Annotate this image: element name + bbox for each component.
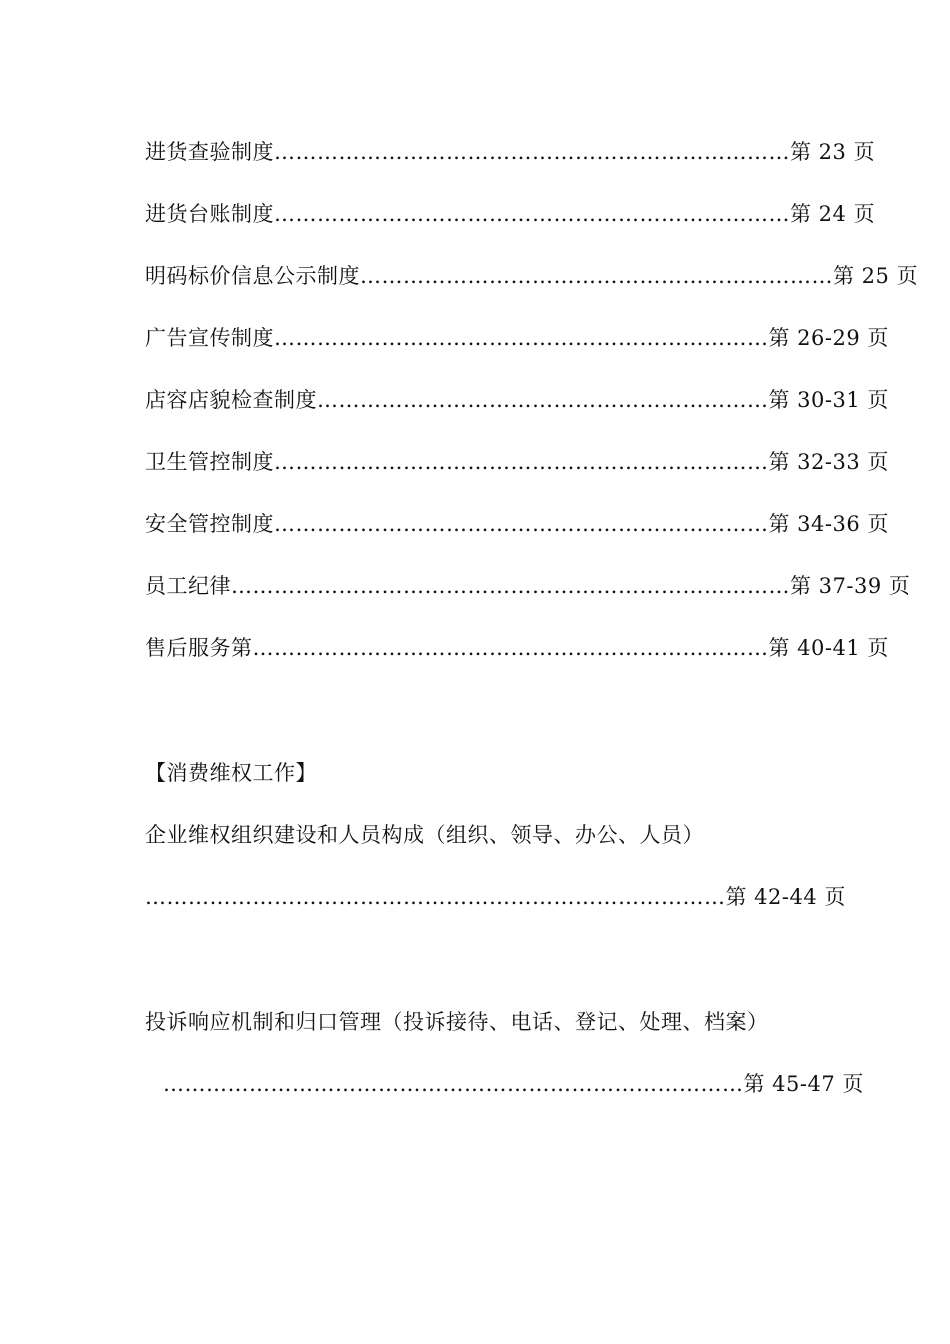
toc-entry-page: 第 24 页	[790, 202, 876, 226]
section-heading: 【消费维权工作】	[145, 761, 317, 785]
toc-entry-page: 第 40-41 页	[768, 636, 889, 660]
toc-entry-title: 广告宣传制度	[145, 326, 274, 350]
section-item-leader: ………………………………………………………………………第 45-47 页	[163, 1072, 864, 1096]
toc-entry-page: 第 32-33 页	[768, 450, 889, 474]
toc-entry-page: 第 26-29 页	[768, 326, 889, 350]
section-item-leader: ………………………………………………………………………第 42-44 页	[145, 885, 846, 909]
toc-entry-page: 第 34-36 页	[768, 512, 889, 536]
toc-entry-dots: …………………………………………………………	[360, 264, 833, 288]
toc-entry-page: 第 25 页	[833, 264, 919, 288]
toc-entry-title: 明码标价信息公示制度	[145, 264, 360, 288]
toc-entry-title: 进货查验制度	[145, 140, 274, 164]
toc-entry-title: 安全管控制度	[145, 512, 274, 536]
toc-entry	[145, 634, 889, 662]
toc-entry	[145, 262, 918, 290]
toc-entry-dots: ………………………………………………………	[317, 388, 769, 412]
toc-entry-dots: ……………………………………………………………	[274, 450, 769, 474]
toc-entry	[145, 200, 875, 228]
toc-entry-page: 第 30-31 页	[768, 388, 889, 412]
toc-entry-title: 进货台账制度	[145, 202, 274, 226]
toc-entry-title: 员工纪律	[145, 574, 231, 598]
toc-entry-page: 第 23 页	[790, 140, 876, 164]
toc-entry-dots: ……………………………………………………………	[274, 326, 769, 350]
section-item-title: 投诉响应机制和归口管理（投诉接待、电话、登记、处理、档案）	[145, 1010, 769, 1034]
toc-entry-dots: ………………………………………………………………	[274, 202, 790, 226]
toc-entry-title: 店容店貌检查制度	[145, 388, 317, 412]
toc-entry	[145, 386, 889, 414]
toc-entry-title: 卫生管控制度	[145, 450, 274, 474]
toc-entry-dots: ……………………………………………………………………	[231, 574, 790, 598]
toc-entry	[145, 324, 889, 352]
section-item-title: 企业维权组织建设和人员构成（组织、领导、办公、人员）	[145, 823, 704, 847]
toc-entry-page: 第 37-39 页	[790, 574, 911, 598]
toc-entry-dots: ……………………………………………………………	[274, 512, 769, 536]
toc-entry	[145, 138, 875, 166]
toc-entry	[145, 572, 910, 600]
toc-entry	[145, 510, 889, 538]
toc-entry	[145, 448, 889, 476]
toc-entry-title: 售后服务第	[145, 636, 253, 660]
toc-entry-dots: ………………………………………………………………	[274, 140, 790, 164]
toc-entry-dots: ………………………………………………………………	[252, 636, 769, 660]
